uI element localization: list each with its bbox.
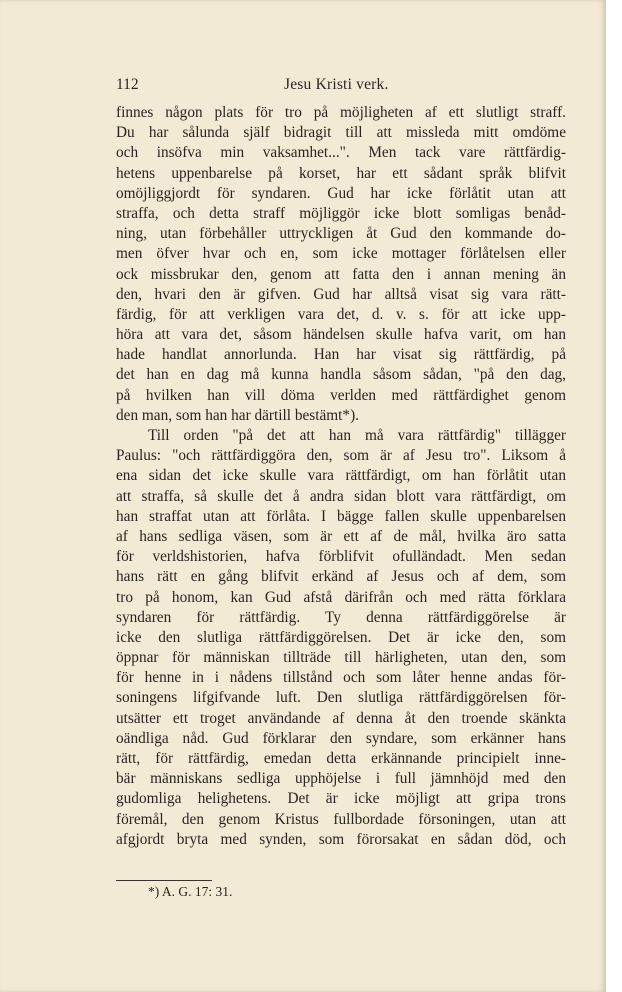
text-line: gudomliga helighetens. Det är icke möjligt att gripa trons xyxy=(116,790,566,808)
page-number: 112 xyxy=(116,76,139,93)
text-line: för verldshistorien, hafva förblifvit ofulländadt. Men sedan xyxy=(116,548,566,566)
text-line: ning, utan förbehåller uttryckligen åt Gud den kommande do- xyxy=(116,225,566,243)
text-line: afgjordt bryta med synden, som förorsakat en sådan död, och xyxy=(116,830,566,848)
text-line: oändliga nåd. Gud förklarar den syndare, som erkänner hans xyxy=(116,729,566,747)
text-line: finnes någon plats för tro på möjligheten af ett slutligt straff. xyxy=(116,104,566,121)
text-line: den, hvari den är gifven. Gud har alltså visat sig vara rätt- xyxy=(116,285,566,303)
body-text xyxy=(116,103,566,850)
text-line: på hvilken han vill döma verlden med rättfärdighet genom xyxy=(116,386,566,404)
text-line: Du har sålunda själf bidragit till att missleda mitt omdöme xyxy=(116,124,566,142)
text-line: syndaren för rättfärdig. Ty denna rättfärdiggörelse är xyxy=(116,608,566,626)
text-line: hetens uppenbarelse på korset, har ett sådant språk blifvit xyxy=(116,164,566,182)
text-line: af hans sedliga väsen, som är ett af de mål, hvilka äro satta xyxy=(116,527,566,545)
text-line: höra att vara det, såsom händelsen skulle hafva varit, om han xyxy=(116,326,566,344)
text-line: men öfver hvar och en, som icke mottager förlåtelsen eller xyxy=(116,245,566,263)
text-line: ock missbrukar den, genom att fatta den i annan mening än xyxy=(116,265,566,283)
text-line: rätt, för rättfärdig, emedan detta erkännande principielt inne- xyxy=(116,750,566,767)
text-line: det han en dag må kunna handla såsom sådan, "på den dag, xyxy=(116,366,566,384)
text-line: soningens lifgifvande luft. Den slutliga rättfärdiggörelsen för- xyxy=(116,689,566,707)
text-line: den man, som han har därtill bestämt*). xyxy=(116,406,359,424)
page-header xyxy=(116,76,566,96)
text-line: föremål, den genom Kristus fullbordade försoningen, utan att xyxy=(116,810,566,828)
text-line: straffa, och detta straff möjliggör icke blott somligas benåd- xyxy=(116,204,566,222)
text-line: och insöfva min vaksamhet...". Men tack vare rättfärdig- xyxy=(116,144,566,162)
text-line: han straffat utan att förlåta. I bägge fallen skulle uppenbarelsen xyxy=(116,507,566,525)
text-line: icke den slutliga rättfärdiggörelsen. Det är icke den, som xyxy=(116,628,566,646)
text-line: ena sidan det icke skulle vara rättfärdigt, om han förlåtit utan xyxy=(116,467,566,485)
text-line: tro på honom, kan Gud afstå därifrån och med rätta förklara xyxy=(116,588,566,606)
footnote-divider xyxy=(116,880,212,881)
text-line: färdig, för att verkligen vara det, d. v. s. för att icke upp- xyxy=(116,305,566,323)
text-line: utsätter ett troget användande af denna åt den troende skänkta xyxy=(116,709,566,727)
text-line: för henne in i nådens tillstånd och som låter henne andas för- xyxy=(116,669,566,687)
text-line: att straffa, så skulle det å andra sidan blott vara rättfärdigt, om xyxy=(116,487,566,505)
text-line: bär människans sedliga upphöjelse i full jämnhöjd med den xyxy=(116,770,566,788)
text-line: Paulus: "och rättfärdiggöra den, som är af Jesu tro". Liksom å xyxy=(116,447,566,465)
footnote: *) A. G. 17: 31. xyxy=(148,884,233,899)
text-line: Till orden "på det att han må vara rättfärdig" tillägger xyxy=(148,427,566,444)
text-line: öppnar för människan tillträde till härligheten, utan den, som xyxy=(116,649,566,667)
text-line: hade handlat annorlunda. Han har visat sig rättfärdig, på xyxy=(116,346,566,364)
text-line: omöjliggjordt för syndaren. Gud har icke förlåtit utan att xyxy=(116,184,566,202)
running-head: Jesu Kristi verk. xyxy=(284,76,389,93)
text-line: hans rätt en gång blifvit erkänd af Jesus och af dem, som xyxy=(116,568,566,586)
